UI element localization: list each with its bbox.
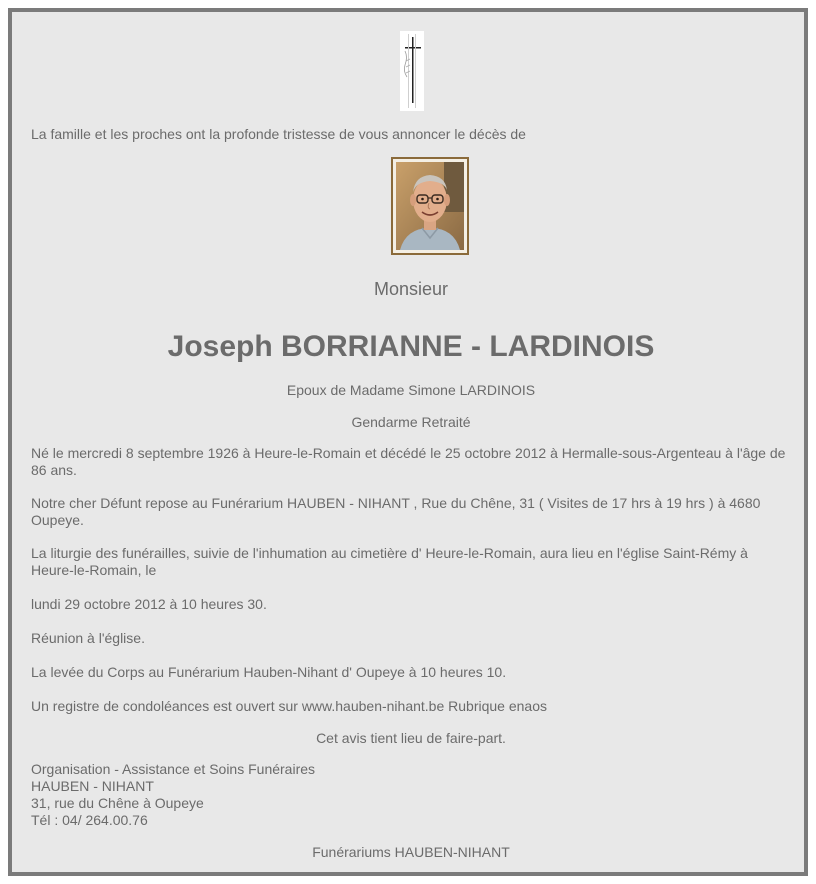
profession-text: Gendarme Retraité [351,414,471,430]
obituary-frame [8,8,808,876]
condolences-paragraph: Un registre de condoléances est ouvert sur www.hauben-nihant.be Rubrique enaos [31,698,547,714]
rest-paragraph: Notre cher Défunt repose au Funérarium HAUBEN - NIHANT , Rue du Chêne, 31 ( Visites de 17 hrs à 19 hrs ) à 4680 Oupeye. [31,495,761,528]
liturgy-paragraph: La liturgie des funérailles, suivie de l'inhumation au cimetière d' Heure-le-Romain, aura lieu en l'église Saint-Rémy à Heure-le-Romain, le [31,545,748,578]
birth-death-paragraph: Né le mercredi 8 septembre 1926 à Heure-le-Romain et décédé le 25 octobre 2012 à Hermalle-sous-Argenteau à l'âge de 86 ans. [31,445,786,478]
meeting-paragraph: Réunion à l'église. [31,630,145,646]
spouse-text: Epoux de Madame Simone LARDINOIS [286,382,536,398]
organisation-block [31,761,791,829]
organisation-phone: Tél : 04/ 264.00.76 [31,812,148,828]
deceased-name: Joseph BORRIANNE - LARDINOIS [167,330,655,363]
notice-text: Cet avis tient lieu de faire-part. [316,730,506,746]
organisation-line: Organisation - Assistance et Soins Funéraires [31,761,316,777]
deceased-photo [391,157,469,255]
organisation-name: HAUBEN - NIHANT [31,778,154,794]
cross-icon [400,31,424,111]
footer-text: Funérariums HAUBEN-NIHANT [312,844,510,860]
levee-paragraph: La levée du Corps au Funérarium Hauben-Nihant d' Oupeye à 10 heures 10. [31,664,507,680]
intro-text: La famille et les proches ont la profonde tristesse de vous annoncer le décès de [31,126,526,142]
date-paragraph: lundi 29 octobre 2012 à 10 heures 30. [31,596,267,612]
organisation-address: 31, rue du Chêne à Oupeye [31,795,204,811]
civility: Monsieur [373,279,449,299]
